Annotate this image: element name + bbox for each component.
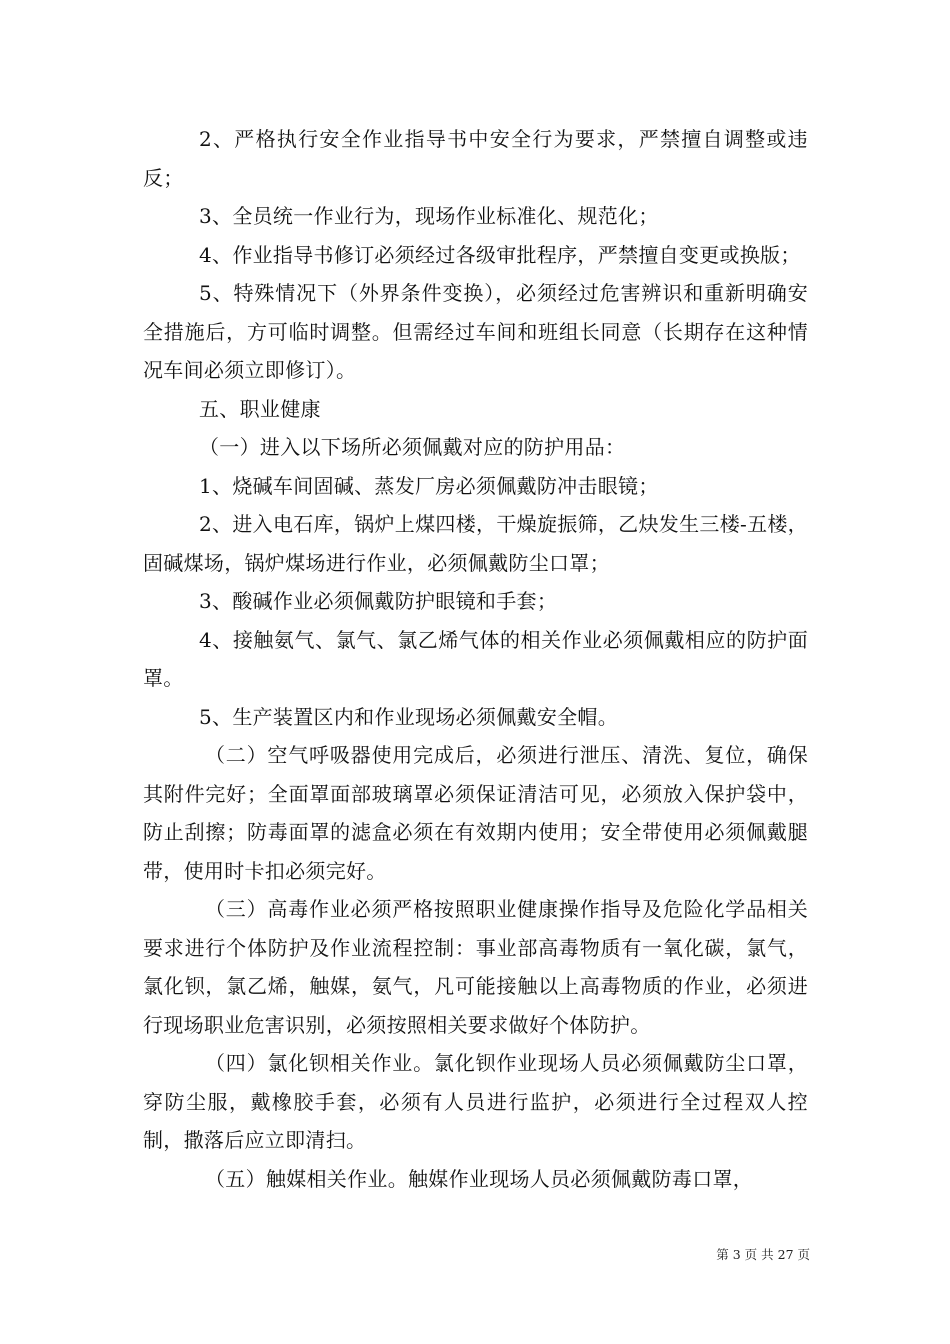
section-heading: 五、职业健康 (199, 396, 321, 421)
paragraph: （五）触媒相关作业。触媒作业现场人员必须佩戴防毒口罩， (205, 1166, 754, 1191)
paragraph: 2、严格执行安全作业指导书中安全行为要求，严禁擅自调整或违反； (143, 127, 808, 190)
paragraph: （四）氯化钡相关作业。氯化钡作业现场人员必须佩戴防尘口罩，穿防尘服，戴橡胶手套，必须有人员进行监护，必须进行全过程双人控制，撒落后应立即清扫。 (143, 1051, 808, 1152)
paragraph: 2、进入电石库，锅炉上煤四楼，干燥旋振筛，乙炔发生三楼-五楼，固碱煤场，锅炉煤场进行作业，必须佩戴防尘口罩； (143, 512, 808, 575)
paragraph: 1、烧碱车间固碱、蒸发厂房必须佩戴防冲击眼镜； (199, 473, 659, 498)
paragraph: 5、特殊情况下（外界条件变换），必须经过危害辨识和重新明确安全措施后，方可临时调整。但需经过车间和班组长同意（长期存在这种情况车间必须立即修订）。 (143, 281, 808, 382)
paragraph: （一）进入以下场所必须佩戴对应的防护用品： (199, 435, 626, 459)
paragraph: 4、作业指导书修订必须经过各级审批程序，严禁擅自变更或换版； (199, 242, 801, 267)
paragraph: （三）高毒作业必须严格按照职业健康操作指导及危险化学品相关要求进行个体防护及作业流程控制：事业部高毒物质有一氧化碳，氯气，氯化钡，氯乙烯，触媒，氨气，凡可能接触以上高毒物质的作业，必须进行现场职业危害识别，必须按照相关要求做好个体防护。 (143, 897, 808, 1037)
paragraph: 4、接触氨气、氯气、氯乙烯气体的相关作业必须佩戴相应的防护面罩。 (143, 627, 808, 690)
page-number-footer: 第 3 页 共 27 页 (716, 1247, 810, 1262)
paragraph: 5、生产装置区内和作业现场必须佩戴安全帽。 (199, 704, 619, 729)
paragraph: 3、酸碱作业必须佩戴防护眼镜和手套； (199, 589, 558, 613)
document-body (143, 120, 808, 1198)
paragraph: （二）空气呼吸器使用完成后，必须进行泄压、清洗、复位，确保其附件完好；全面罩面部玻璃罩必须保证清洁可见，必须放入保护袋中，防止刮擦；防毒面罩的滤盒必须在有效期内使用；安全带使用必须佩戴腿带，使用时卡扣必须完好。 (143, 743, 808, 883)
paragraph: 3、全员统一作业行为，现场作业标准化、规范化； (199, 204, 659, 228)
